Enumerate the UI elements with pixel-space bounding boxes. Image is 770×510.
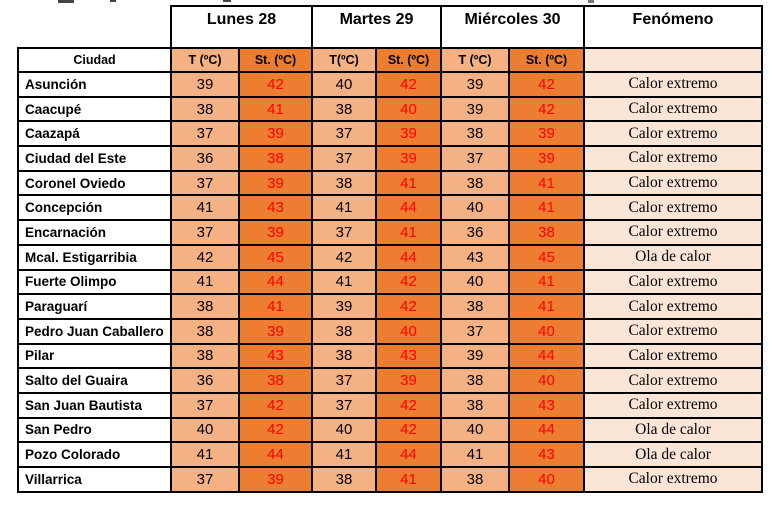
temperature-cell: 39 (441, 97, 509, 122)
clipped-text-fragment (58, 0, 74, 3)
heat-index-cell: 39 (376, 121, 441, 146)
temperature-cell: 40 (441, 270, 509, 295)
table-row (18, 344, 762, 369)
temperature-cell: 38 (312, 344, 376, 369)
heat-index-cell: 43 (239, 195, 312, 220)
city-cell: Caazapá (18, 121, 171, 146)
heat-index-cell: 42 (239, 72, 312, 97)
city-cell: Concepción (18, 195, 171, 220)
heat-index-cell: 40 (509, 319, 584, 344)
temperature-cell: 37 (312, 220, 376, 245)
phenomenon-cell: Calor extremo (584, 319, 762, 344)
table-row (18, 121, 762, 146)
temperature-cell: 36 (171, 368, 239, 393)
temperature-cell: 40 (312, 418, 376, 443)
temp-header-martes: T(ºC) (312, 48, 376, 72)
phenomenon-cell: Ola de calor (584, 245, 762, 270)
heat-index-cell: 41 (509, 294, 584, 319)
heat-index-cell: 41 (376, 467, 441, 492)
heat-index-cell: 39 (239, 467, 312, 492)
heat-index-cell: 39 (239, 220, 312, 245)
table-row (18, 146, 762, 171)
heat-index-cell: 43 (376, 344, 441, 369)
city-cell: Caacupé (18, 97, 171, 122)
temperature-cell: 37 (171, 171, 239, 196)
temperature-cell: 40 (441, 195, 509, 220)
temperature-cell: 38 (441, 393, 509, 418)
phenomenon-cell: Calor extremo (584, 220, 762, 245)
heat-index-cell: 39 (239, 319, 312, 344)
temperature-cell: 41 (312, 270, 376, 295)
city-cell: Encarnación (18, 220, 171, 245)
city-cell: Mcal. Estigarribia (18, 245, 171, 270)
table-row (18, 270, 762, 295)
heat-index-header-martes: St. (ºC) (376, 48, 441, 72)
day-header-row (18, 6, 762, 48)
heat-index-cell: 44 (239, 442, 312, 467)
phenomenon-header: Fenómeno (584, 6, 762, 48)
city-cell: Pozo Colorado (18, 442, 171, 467)
table-body (18, 72, 762, 492)
blank-corner-cell (18, 6, 171, 48)
city-cell: Coronel Oviedo (18, 171, 171, 196)
city-cell: Pedro Juan Caballero (18, 319, 171, 344)
heat-index-cell: 42 (239, 418, 312, 443)
table-row (18, 442, 762, 467)
table-row (18, 418, 762, 443)
heat-index-cell: 41 (376, 220, 441, 245)
phenomenon-cell: Calor extremo (584, 294, 762, 319)
temperature-cell: 38 (441, 368, 509, 393)
temperature-cell: 38 (171, 344, 239, 369)
heat-index-cell: 44 (376, 195, 441, 220)
temperature-cell: 38 (441, 467, 509, 492)
heat-index-cell: 44 (376, 245, 441, 270)
temp-header-miercoles: T (ºC) (441, 48, 509, 72)
heat-index-cell: 40 (376, 319, 441, 344)
heat-index-cell: 39 (239, 121, 312, 146)
heat-index-cell: 38 (239, 146, 312, 171)
table-row (18, 294, 762, 319)
temperature-cell: 40 (171, 418, 239, 443)
temperature-cell: 38 (171, 294, 239, 319)
temperature-cell: 39 (312, 294, 376, 319)
temperature-cell: 38 (312, 467, 376, 492)
heat-index-cell: 39 (509, 121, 584, 146)
table-row (18, 97, 762, 122)
table-row (18, 467, 762, 492)
table-row (18, 245, 762, 270)
temperature-cell: 38 (312, 97, 376, 122)
heat-index-cell: 43 (239, 344, 312, 369)
heat-index-cell: 41 (509, 171, 584, 196)
heat-index-cell: 40 (376, 97, 441, 122)
temperature-cell: 38 (441, 121, 509, 146)
temperature-cell: 41 (171, 442, 239, 467)
table-row (18, 368, 762, 393)
phenomenon-cell: Calor extremo (584, 270, 762, 295)
heat-index-cell: 42 (376, 418, 441, 443)
temperature-cell: 40 (441, 418, 509, 443)
temperature-cell: 40 (312, 72, 376, 97)
heat-index-cell: 43 (509, 442, 584, 467)
table-row (18, 220, 762, 245)
heat-index-cell: 42 (376, 270, 441, 295)
temperature-cell: 38 (312, 171, 376, 196)
heat-index-cell: 42 (376, 393, 441, 418)
heat-index-cell: 39 (376, 368, 441, 393)
heat-index-cell: 42 (376, 72, 441, 97)
temperature-cell: 37 (171, 220, 239, 245)
heat-index-cell: 44 (239, 270, 312, 295)
heat-index-cell: 41 (509, 270, 584, 295)
heat-index-cell: 41 (239, 97, 312, 122)
temperature-cell: 41 (312, 442, 376, 467)
temperature-cell: 38 (312, 319, 376, 344)
table-row (18, 195, 762, 220)
heat-index-cell: 38 (509, 220, 584, 245)
heat-index-cell: 40 (509, 368, 584, 393)
city-cell: San Juan Bautista (18, 393, 171, 418)
heat-index-cell: 42 (239, 393, 312, 418)
heat-index-cell: 39 (509, 146, 584, 171)
phenomenon-cell: Calor extremo (584, 146, 762, 171)
temperature-cell: 42 (171, 245, 239, 270)
temperature-cell: 41 (312, 195, 376, 220)
heat-index-cell: 43 (509, 393, 584, 418)
heat-index-cell: 40 (509, 467, 584, 492)
temperature-cell: 41 (171, 270, 239, 295)
temperature-cell: 37 (441, 146, 509, 171)
temperature-cell: 37 (171, 393, 239, 418)
heat-index-cell: 41 (509, 195, 584, 220)
temperature-cell: 38 (171, 319, 239, 344)
heat-index-cell: 45 (239, 245, 312, 270)
temperature-cell: 38 (441, 171, 509, 196)
city-cell: Ciudad del Este (18, 146, 171, 171)
city-cell: Fuerte Olimpo (18, 270, 171, 295)
city-cell: Villarrica (18, 467, 171, 492)
temperature-cell: 37 (171, 121, 239, 146)
clipped-text-fragment (110, 0, 116, 2)
temperature-cell: 41 (441, 442, 509, 467)
heat-index-cell: 45 (509, 245, 584, 270)
heat-index-header-lunes: St. (ºC) (239, 48, 312, 72)
city-cell: Pilar (18, 344, 171, 369)
column-header-row (18, 48, 762, 72)
heat-index-cell: 39 (239, 171, 312, 196)
heat-index-cell: 38 (239, 368, 312, 393)
temp-header-lunes: T (ºC) (171, 48, 239, 72)
phenomenon-cell: Ola de calor (584, 442, 762, 467)
temperature-cell: 38 (441, 294, 509, 319)
phenomenon-cell: Calor extremo (584, 171, 762, 196)
phenomenon-cell: Calor extremo (584, 368, 762, 393)
heat-index-cell: 39 (376, 146, 441, 171)
temperature-cell: 36 (441, 220, 509, 245)
phenomenon-cell: Calor extremo (584, 467, 762, 492)
clipped-text-fragment (223, 0, 231, 2)
temperature-cell: 39 (441, 344, 509, 369)
city-cell: San Pedro (18, 418, 171, 443)
city-cell: Salto del Guaira (18, 368, 171, 393)
heat-index-cell: 42 (509, 97, 584, 122)
heat-index-cell: 42 (509, 72, 584, 97)
table-row (18, 171, 762, 196)
heat-index-cell: 44 (509, 344, 584, 369)
heat-index-header-miercoles: St. (ºC) (509, 48, 584, 72)
phenomenon-cell: Calor extremo (584, 344, 762, 369)
day-header-martes: Martes 29 (312, 6, 441, 48)
day-header-miercoles: Miércoles 30 (441, 6, 584, 48)
weather-forecast-table (17, 5, 763, 493)
temperature-cell: 37 (312, 121, 376, 146)
phenomenon-cell: Calor extremo (584, 195, 762, 220)
temperature-cell: 39 (441, 72, 509, 97)
city-cell: Asunción (18, 72, 171, 97)
temperature-cell: 37 (312, 146, 376, 171)
heat-index-cell: 41 (376, 171, 441, 196)
temperature-cell: 37 (312, 393, 376, 418)
temperature-cell: 37 (171, 467, 239, 492)
temperature-cell: 36 (171, 146, 239, 171)
day-header-lunes: Lunes 28 (171, 6, 312, 48)
phenomenon-subheader-cell (584, 48, 762, 72)
heat-index-cell: 44 (376, 442, 441, 467)
heat-index-cell: 41 (239, 294, 312, 319)
temperature-cell: 41 (171, 195, 239, 220)
temperature-cell: 37 (312, 368, 376, 393)
phenomenon-cell: Ola de calor (584, 418, 762, 443)
temperature-cell: 42 (312, 245, 376, 270)
clipped-text-fragment (588, 0, 594, 3)
temperature-cell: 38 (171, 97, 239, 122)
phenomenon-cell: Calor extremo (584, 72, 762, 97)
temperature-cell: 43 (441, 245, 509, 270)
phenomenon-cell: Calor extremo (584, 393, 762, 418)
heat-index-cell: 44 (509, 418, 584, 443)
temperature-cell: 39 (171, 72, 239, 97)
heat-index-cell: 42 (376, 294, 441, 319)
table-row (18, 393, 762, 418)
phenomenon-cell: Calor extremo (584, 121, 762, 146)
city-cell: Paraguarí (18, 294, 171, 319)
table-row (18, 72, 762, 97)
city-header: Ciudad (18, 48, 171, 72)
table-row (18, 319, 762, 344)
phenomenon-cell: Calor extremo (584, 97, 762, 122)
temperature-cell: 37 (441, 319, 509, 344)
